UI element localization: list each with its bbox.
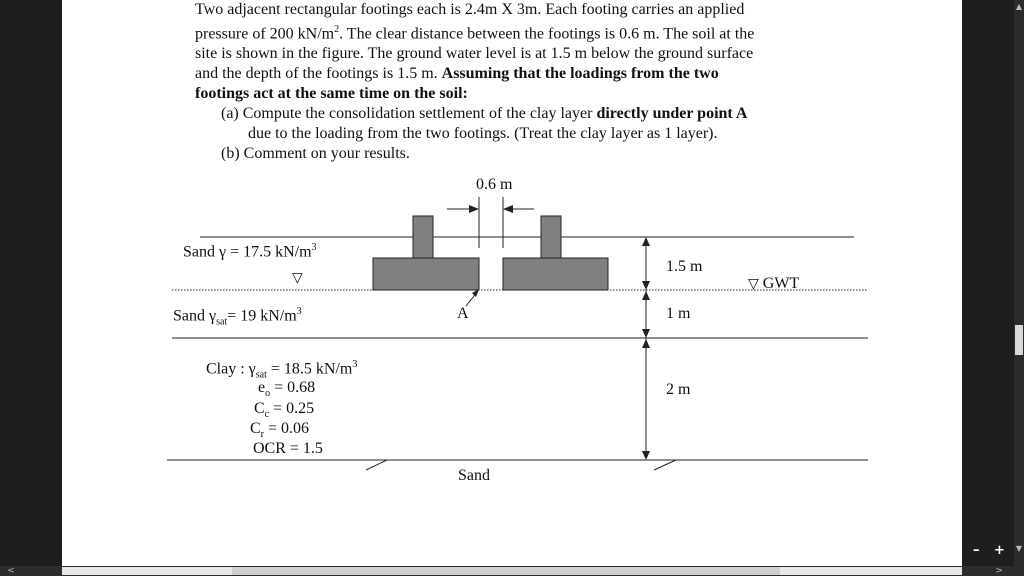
- clay-cc-label: $C_c = 0.25$: [254, 400, 315, 421]
- dimension-1m: 1 m: [666, 305, 691, 322]
- sand-layer-2-label: Sand $\gamma_{sat}= 19$ $kN/m^3$: [173, 306, 302, 328]
- right-margin: [962, 0, 1014, 566]
- clay-gamma-label: Clay : $\gamma_{sat} = 18.5$ $kN/m^3$: [206, 359, 358, 381]
- horizontal-scroll-thumb[interactable]: [232, 567, 780, 575]
- left-footing-base: [373, 258, 479, 290]
- scroll-up-icon[interactable]: ▲: [1015, 2, 1023, 11]
- question-a: (a) Compute the consolidation settlement of the clay layer directly under point A: [221, 105, 748, 123]
- bottom-sand-label: Sand: [458, 467, 490, 484]
- dimension-1-5m: 1.5 m: [666, 258, 703, 275]
- point-a-label: A: [457, 305, 469, 322]
- document-page: [62, 0, 962, 566]
- scroll-left-icon[interactable]: <: [7, 566, 15, 576]
- horizontal-scrollbar[interactable]: [0, 566, 1024, 576]
- left-footing-column: [413, 216, 433, 258]
- soil-profile-figure: [62, 0, 962, 566]
- question-a-line-2: due to the loading from the two footings. (Treat the clay layer as 1 layer).: [248, 125, 718, 143]
- hatch-mark-left: [366, 460, 387, 470]
- question-b: (b) Comment on your results.: [221, 145, 410, 163]
- dimension-2m: 2 m: [666, 381, 691, 398]
- gwt-symbol: ▽: [748, 277, 759, 292]
- dim-arrow-1-top: [642, 237, 650, 246]
- scroll-right-icon[interactable]: >: [995, 566, 1003, 576]
- gwt-label: ▽ GWT: [748, 275, 800, 292]
- gap-label: 0.6 m: [476, 176, 513, 193]
- zoom-in-button[interactable]: +: [994, 543, 1005, 558]
- clay-cr-label: $C_r = 0.06$: [250, 420, 310, 441]
- water-table-symbol: ▽: [292, 271, 303, 286]
- clay-ocr-label: OCR = 1.5: [253, 440, 323, 457]
- problem-line-1: Two adjacent rectangular footings each is 2.4m X 3m. Each footing carries an applied: [195, 1, 745, 18]
- scroll-down-icon[interactable]: ▼: [1015, 544, 1023, 553]
- problem-line-2: pressure of 200 $kN/m^2$. The clear distance between the footings is 0.6 m. The soil at the: [195, 24, 755, 43]
- right-footing-base: [503, 258, 608, 290]
- clay-eo-label: $e_o = 0.68$: [258, 379, 316, 400]
- vertical-scrollbar[interactable]: [1014, 0, 1024, 566]
- zoom-out-button[interactable]: –: [973, 543, 980, 558]
- hatch-mark-right: [654, 460, 676, 470]
- sand-layer-1-label: Sand γ = 17.5 $kN/m^3$: [183, 242, 317, 261]
- problem-line-5: footings act at the same time on the soil:: [195, 85, 468, 103]
- problem-line-3: site is shown in the figure. The ground water level is at 1.5 m below the ground surface: [195, 45, 754, 63]
- right-footing-column: [541, 216, 561, 258]
- vertical-scroll-thumb[interactable]: [1015, 325, 1023, 355]
- left-margin: [0, 0, 62, 566]
- problem-line-4: and the depth of the footings is 1.5 m. Assuming that the loadings from the two: [195, 65, 719, 83]
